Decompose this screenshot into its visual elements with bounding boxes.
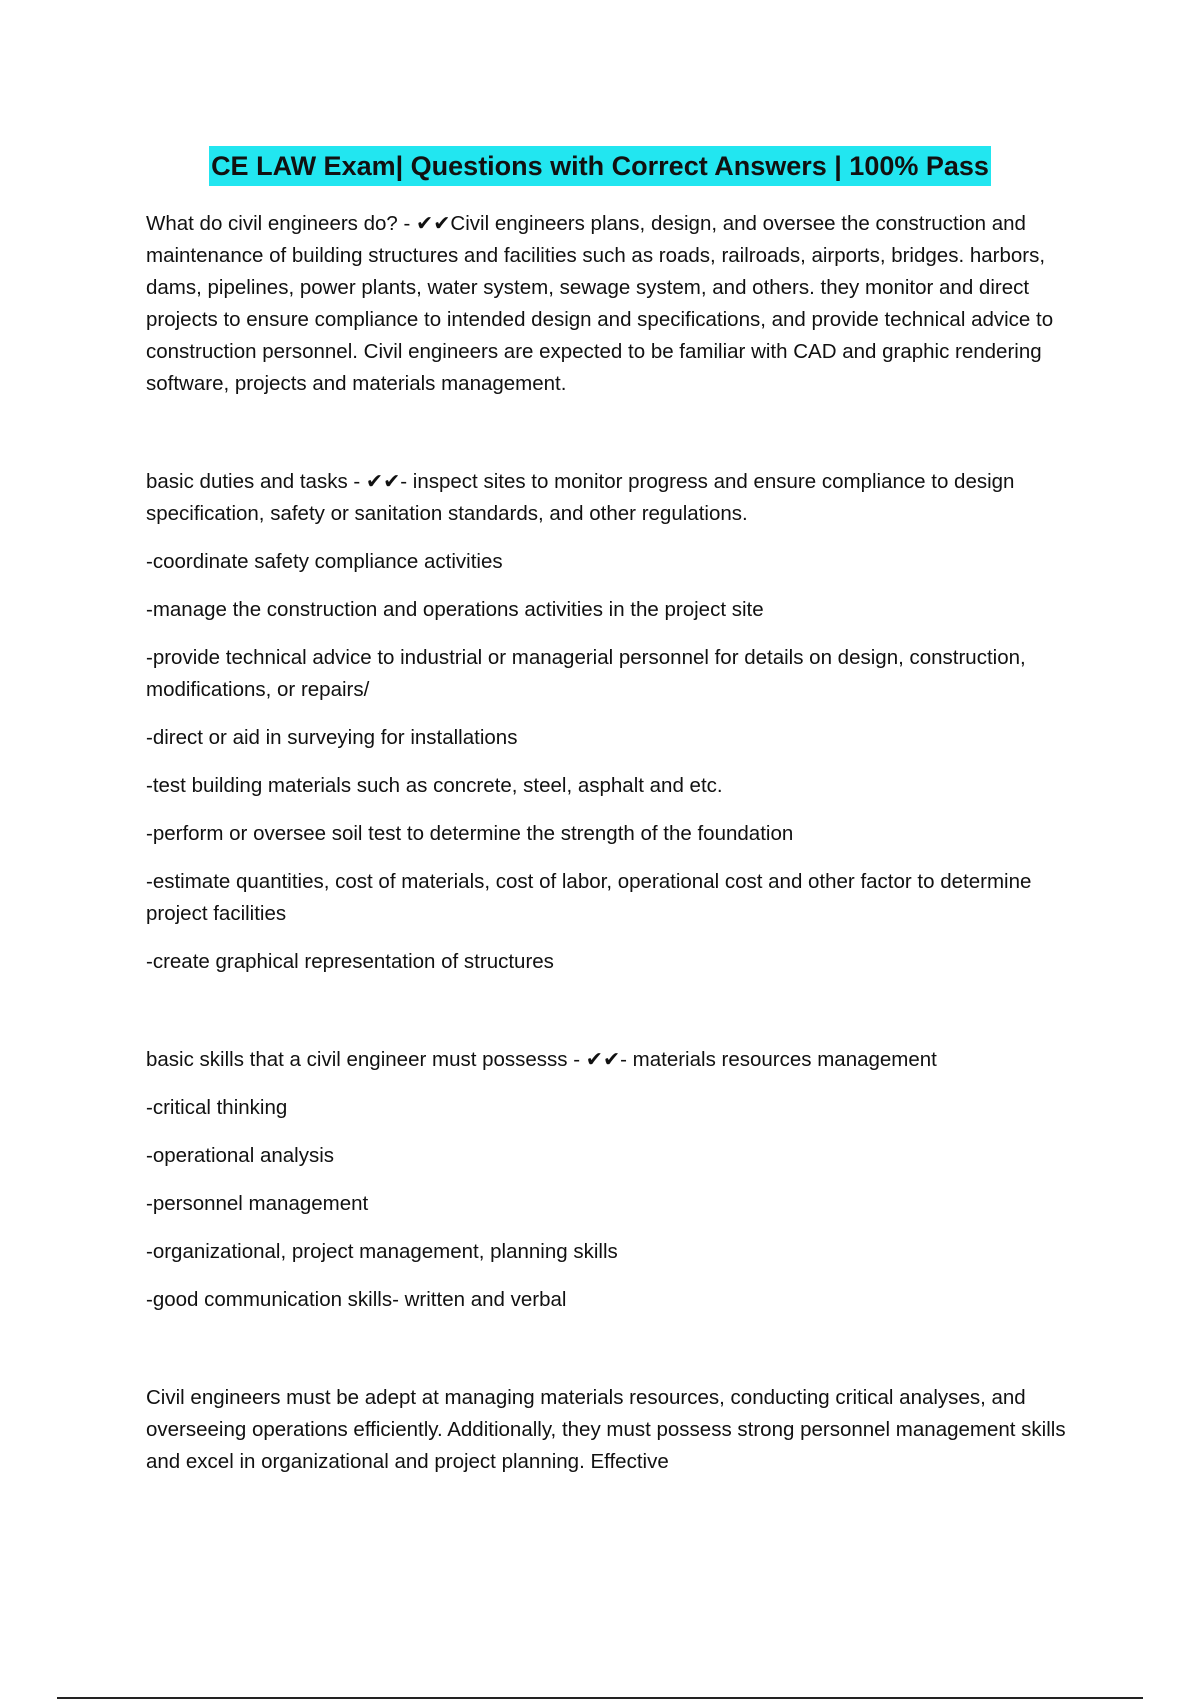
footer-divider	[57, 1697, 1143, 1699]
paragraph-basic-duties: basic duties and tasks - ✔✔- inspect sites to monitor progress and ensure compliance to design specification, safety or sanitation standards, and other regulations.	[146, 470, 1015, 525]
list-item: -organizational, project management, planning skills	[146, 1240, 618, 1263]
document-title: CE LAW Exam| Questions with Correct Answers | 100% Pass	[209, 146, 991, 186]
document-body	[146, 208, 1066, 1478]
paragraph-basic-skills: basic skills that a civil engineer must possesss - ✔✔- materials resources management	[146, 1048, 937, 1071]
paragraph-summary: Civil engineers must be adept at managing materials resources, conducting critical analyses, and overseeing operations efficiently. Additionally, they must possess strong personnel management skills and excel in organizational and project planning. Effective	[146, 1386, 1066, 1473]
list-item: -estimate quantities, cost of materials, cost of labor, operational cost and other factor to determine project facilities	[146, 870, 1032, 925]
list-item: -personnel management	[146, 1192, 369, 1215]
list-item: -perform or oversee soil test to determine the strength of the foundation	[146, 822, 794, 845]
list-item: -critical thinking	[146, 1096, 288, 1119]
paragraph-what-civil-engineers-do: What do civil engineers do? - ✔✔Civil engineers plans, design, and oversee the construction and maintenance of building structures and facilities such as roads, railroads, airports, bridges. harbors, dams, pipelines, power plants, water system, sewage system, and others. they monitor and direct projects to ensure compliance to intended design and specifications, and provide technical advice to construction personnel. Civil engineers are expected to be familiar with CAD and graphic rendering software, projects and materials management.	[146, 212, 1054, 395]
list-item: -coordinate safety compliance activities	[146, 550, 503, 573]
list-item: -provide technical advice to industrial or managerial personnel for details on design, construction, modifications, or repairs/	[146, 646, 1026, 701]
list-item: -good communication skills- written and verbal	[146, 1288, 567, 1311]
list-item: -direct or aid in surveying for installations	[146, 726, 518, 749]
list-item: -create graphical representation of structures	[146, 950, 554, 973]
list-item: -manage the construction and operations activities in the project site	[146, 598, 764, 621]
list-item: -operational analysis	[146, 1144, 335, 1167]
list-item: -test building materials such as concrete, steel, asphalt and etc.	[146, 774, 723, 797]
title-container	[0, 146, 1200, 186]
